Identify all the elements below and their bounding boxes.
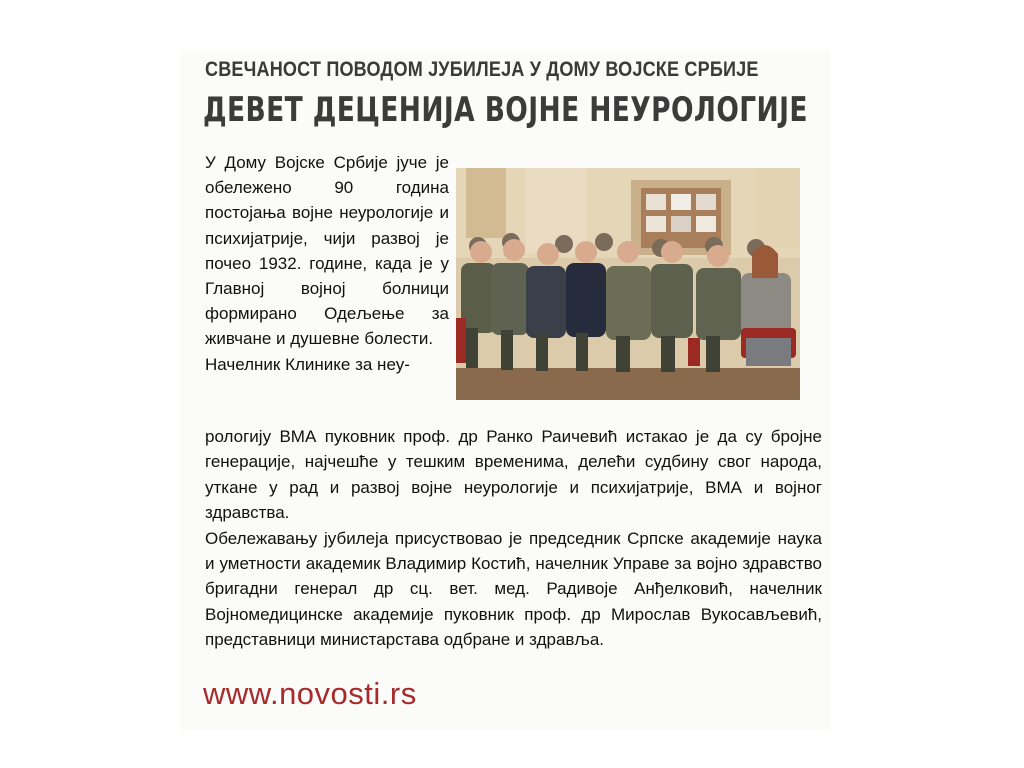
ceremony-audience-illustration: [456, 168, 800, 400]
article-kicker: СВЕЧАНОСТ ПОВОДОМ ЈУБИЛЕЈА У ДОМУ ВОЈСКЕ СРБИЈЕ: [205, 58, 759, 81]
article-intro-column: [205, 150, 449, 377]
article-headline: ДЕВЕТ ДЕЦЕНИЈА ВОЈНЕ НЕУРОЛОГИЈЕ: [203, 90, 808, 130]
paragraph-3: Обележавању јубилеја присуствовао је председник Српске академије наука и уметности академик Владимир Костић, начелник Управе за војно здравство бригадни генерал др сц. вет. мед. Радивоје Анђелковић, начелник Војномедицинске академије пуковник проф. др Мирослав Вукосављевић, представници министарстава одбране и здравља.: [205, 528, 822, 650]
source-url: www.novosti.rs: [203, 676, 417, 711]
paragraph-2-rest: рологију ВМА пуковник проф. др Ранко Раичевић истакао је да су бројне генерације, најчешће у тешким временима, делећи судбину свог народа, уткане у рад и развој војне неурологије и психијатрије, ВМА и војног здравства.: [205, 427, 822, 523]
paragraph-1: У Дому Војске Србије јуче је обележено 90 година постојања војне неурологије и психијатрије, чији развој је почео 1932. године, када је у Главној војној болници формирано Одељење за живчане и душевне болести.: [205, 153, 449, 349]
ceremony-photo: [456, 168, 800, 400]
paragraph-2-start: Начелник Клинике за неу-: [205, 354, 410, 374]
article-body: [205, 424, 822, 653]
